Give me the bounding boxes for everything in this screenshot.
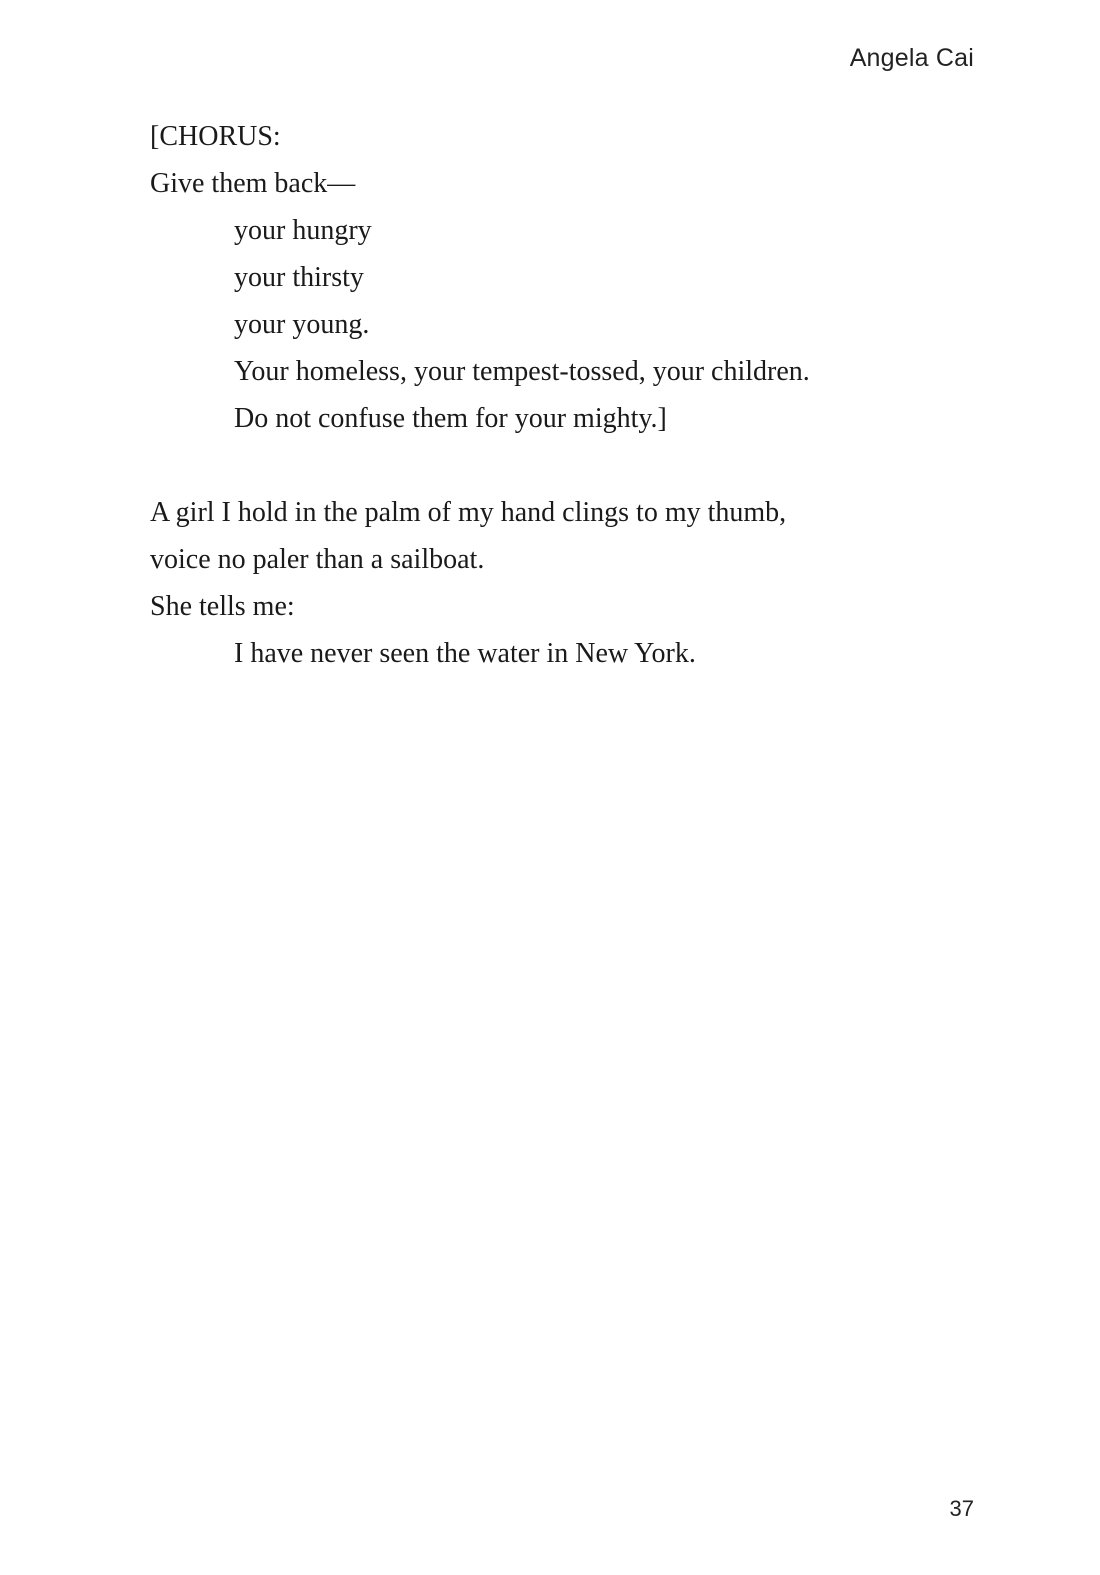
poem-body (150, 113, 970, 677)
stanza-chorus (150, 113, 970, 442)
poem-line: your young. (234, 309, 370, 340)
poem-line: Give them back— (150, 168, 356, 199)
poem-line: Do not confuse them for your mighty.] (234, 403, 667, 434)
poem-line: your hungry (234, 215, 372, 246)
poem-line: your thirsty (234, 262, 364, 293)
poem-line: Your homeless, your tempest-tossed, your children. (234, 356, 810, 387)
stanza-girl (150, 489, 970, 677)
page-number: 37 (949, 1496, 974, 1521)
poem-line: I have never seen the water in New York. (234, 638, 696, 669)
running-head-author: Angela Cai (849, 44, 974, 72)
poem-line: [CHORUS: (150, 121, 281, 152)
poem-line: A girl I hold in the palm of my hand clings to my thumb, (150, 497, 787, 528)
poem-line: She tells me: (150, 591, 295, 622)
poem-line: voice no paler than a sailboat. (150, 544, 485, 575)
